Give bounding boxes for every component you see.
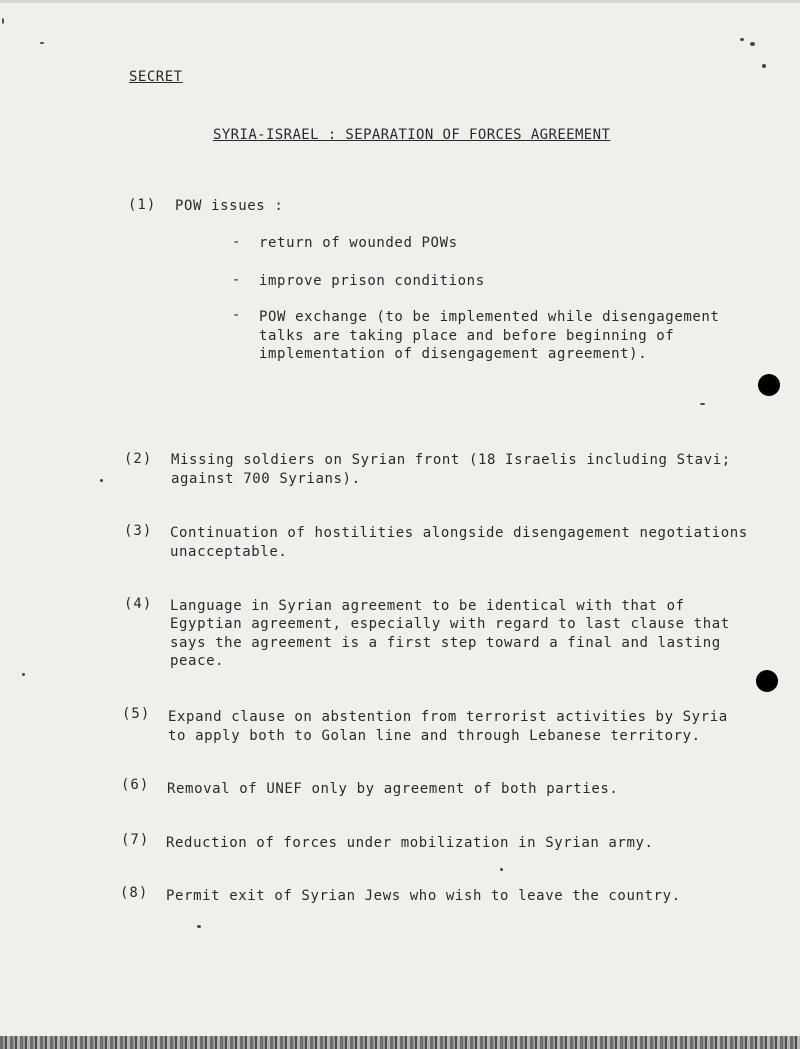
item-8-line-1: Permit exit of Syrian Jews who wish to leave the country. [166, 888, 681, 904]
item-7-line-1: Reduction of forces under mobilization in Syrian army. [166, 835, 654, 851]
subitem-3-line-1: POW exchange (to be implemented while disengagement [259, 309, 720, 325]
subitem-3-line-3: implementation of disengagement agreement). [259, 346, 648, 362]
scan-speck [197, 925, 201, 928]
subitem-3-line-2: talks are taking place and before beginning of [259, 328, 675, 344]
item-4-line-1: Language in Syrian agreement to be identical with that of [170, 598, 685, 614]
item-number-3: (3) [124, 523, 153, 539]
scan-speck [750, 42, 755, 46]
scan-speck [2, 18, 4, 24]
bullet-dash: - [232, 234, 241, 250]
item-2-line-2: against 700 Syrians). [171, 471, 361, 487]
item-number-4: (4) [124, 596, 153, 612]
item-number-2: (2) [124, 451, 153, 467]
bullet-dash: - [232, 307, 241, 323]
item-number-1: (1) [128, 197, 157, 213]
item-4-line-4: peace. [170, 653, 225, 669]
item-6-line-1: Removal of UNEF only by agreement of both parties. [167, 781, 619, 797]
subitem-2: improve prison conditions [259, 273, 485, 289]
scan-speck [762, 64, 766, 68]
item-4-line-3: says the agreement is a first step toward a final and lasting [170, 635, 721, 651]
scan-speck [100, 479, 103, 482]
item-5-line-1: Expand clause on abstention from terrorist activities by Syria [168, 709, 728, 725]
scan-speck [700, 403, 705, 405]
item-number-8: (8) [120, 885, 149, 901]
punch-hole [758, 374, 780, 396]
item-number-6: (6) [121, 777, 150, 793]
subitem-1: return of wounded POWs [259, 235, 458, 251]
punch-hole [756, 670, 778, 692]
scan-speck [500, 868, 503, 871]
scan-speck [22, 673, 25, 676]
page-top-edge [0, 0, 800, 3]
item-4-line-2: Egyptian agreement, especially with regard to last clause that [170, 616, 730, 632]
page-bottom-edge [0, 1036, 800, 1049]
item-number-7: (7) [121, 832, 150, 848]
item-number-5: (5) [122, 706, 151, 722]
item-3-line-2: unacceptable. [170, 544, 288, 560]
item-text-1: POW issues : [175, 198, 284, 214]
item-5-line-2: to apply both to Golan line and through Lebanese territory. [168, 728, 701, 744]
scan-speck [40, 42, 44, 44]
scan-speck [740, 38, 744, 41]
classification-marking: SECRET [129, 69, 183, 85]
item-3-line-1: Continuation of hostilities alongside disengagement negotiations [170, 525, 748, 541]
item-2-line-1: Missing soldiers on Syrian front (18 Israelis including Stavi; [171, 452, 731, 468]
bullet-dash: - [232, 272, 241, 288]
document-title: SYRIA-ISRAEL : SEPARATION OF FORCES AGREEMENT [213, 127, 611, 143]
